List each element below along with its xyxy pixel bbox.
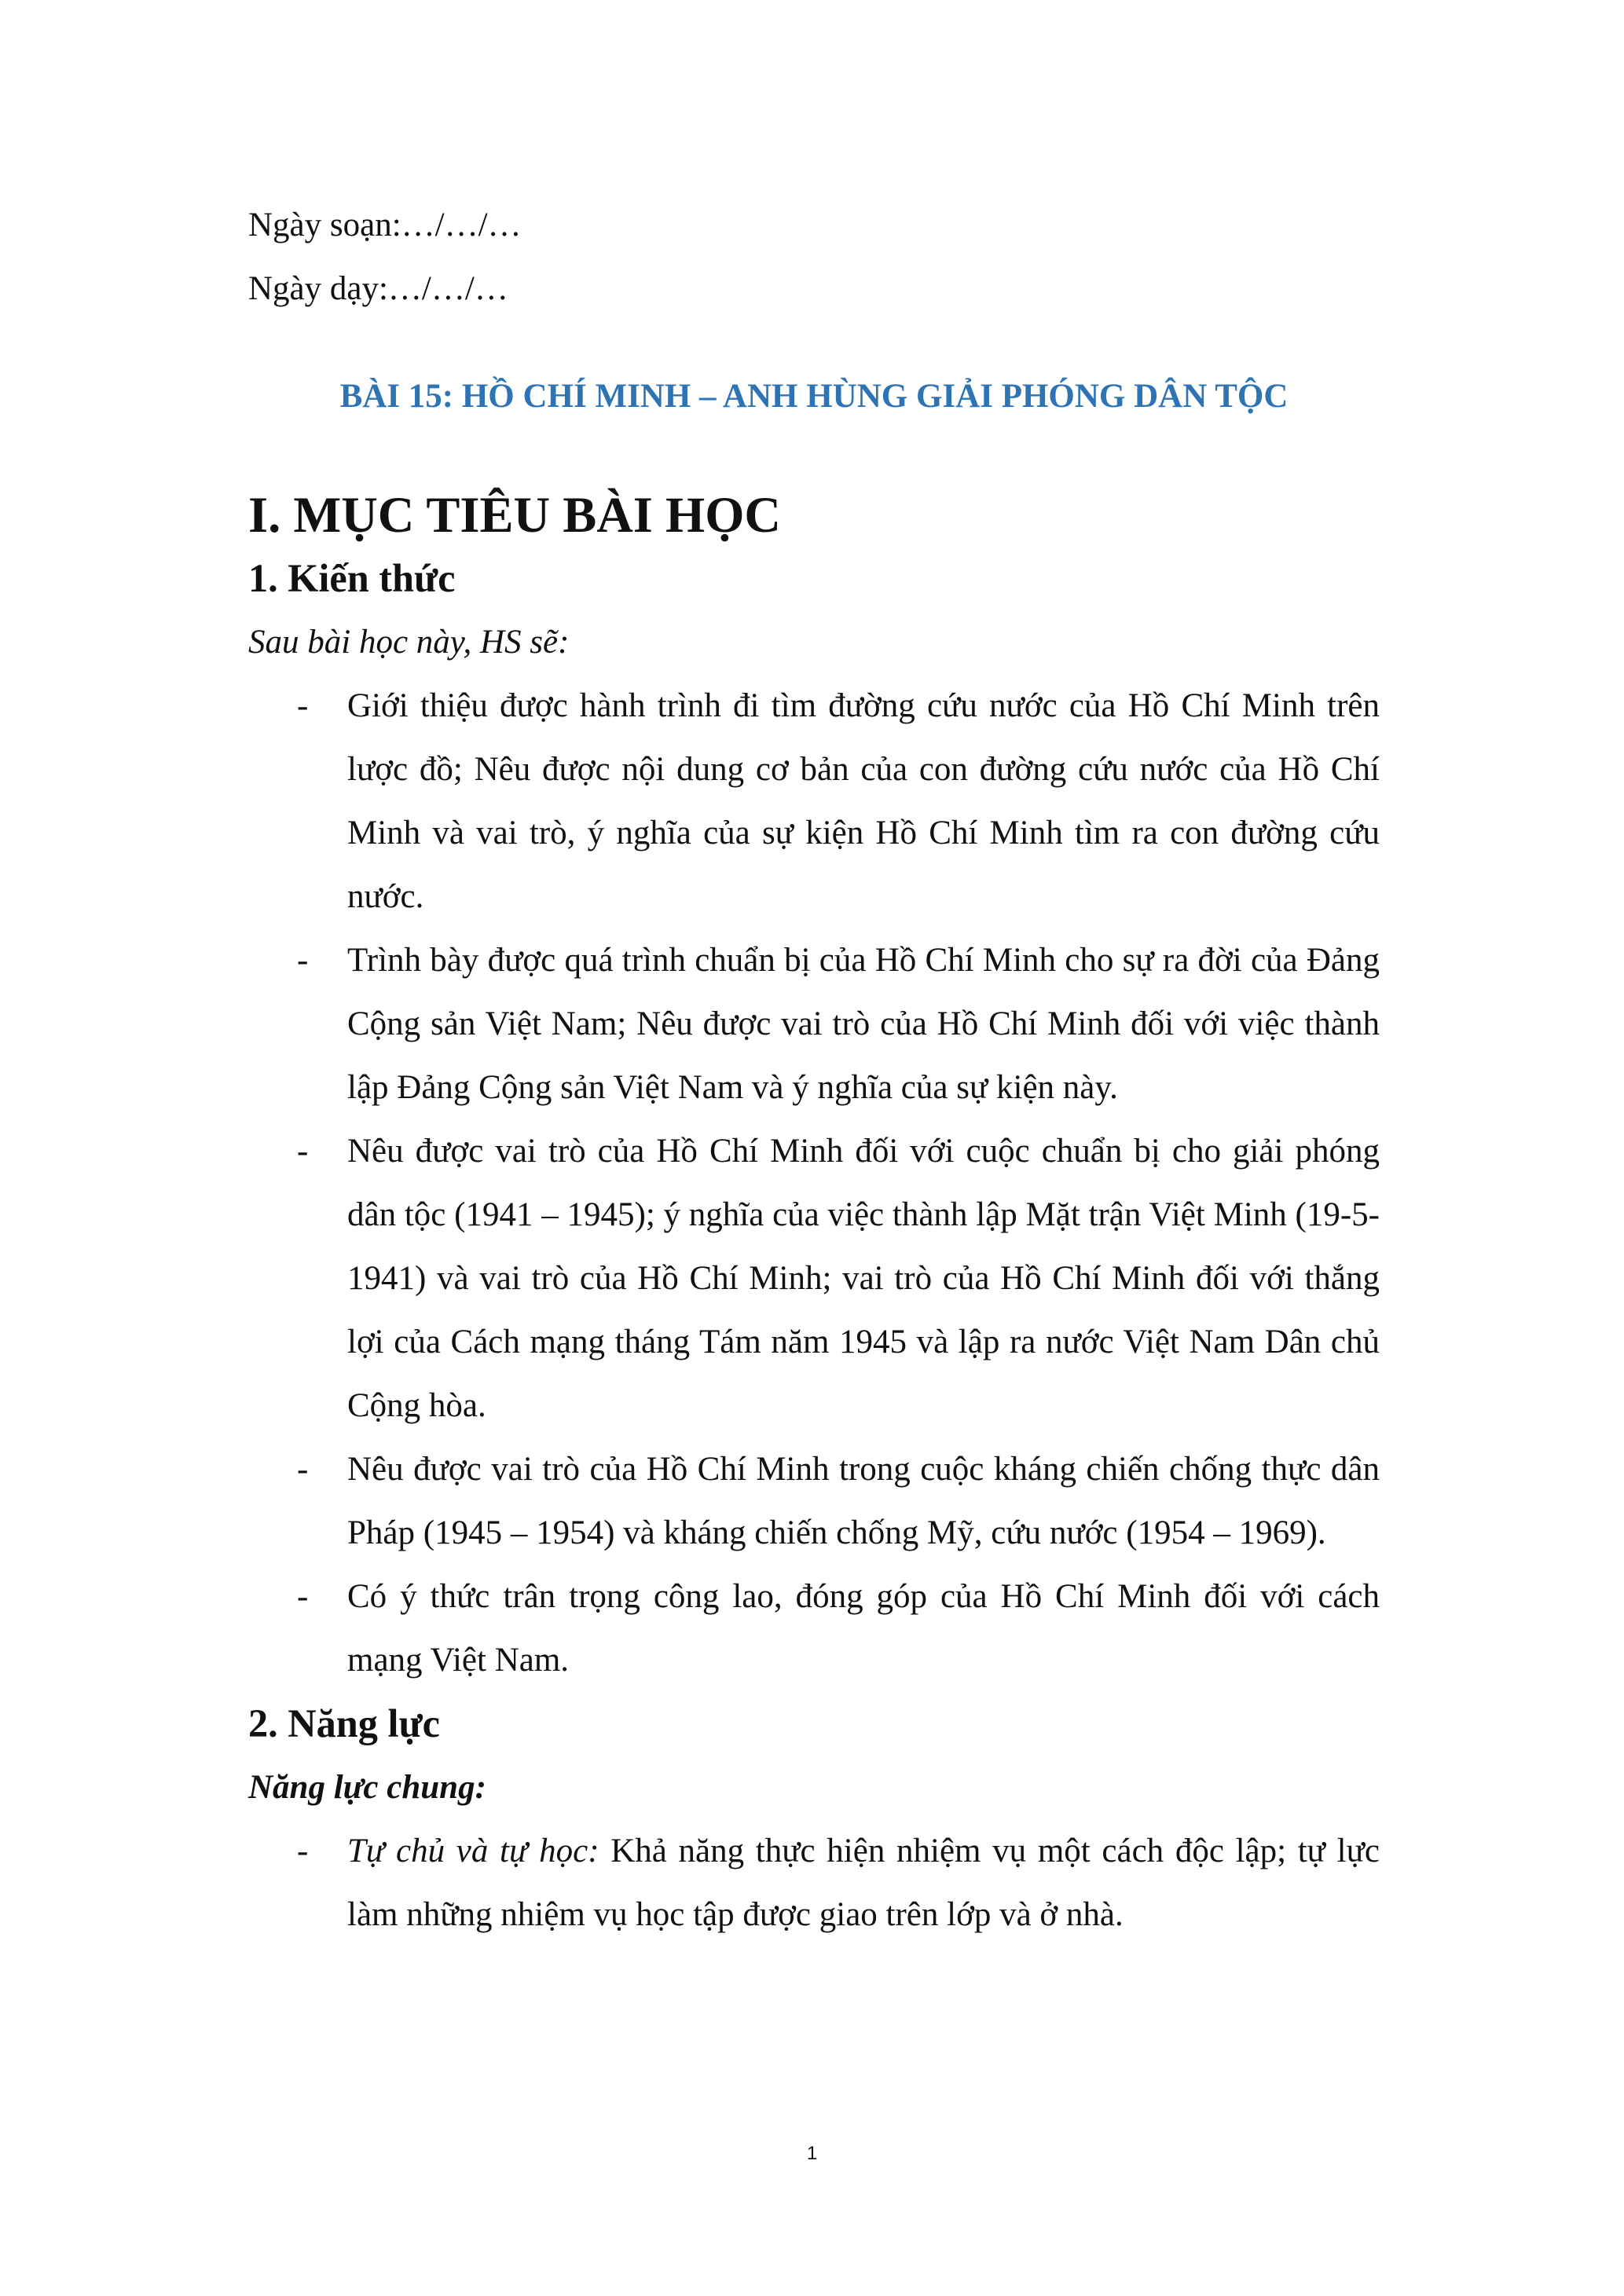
bullet-dash: - [297,1578,309,1615]
lesson-title: BÀI 15: HỒ CHÍ MINH – ANH HÙNG GIẢI PHÓNG DÂN TỘC [339,378,1289,415]
knowledge-list [248,674,1380,1692]
bullet-dash: - [297,687,309,724]
list-item-text: Trình bày được quá trình chuẩn bị của Hồ Chí Minh cho sự ra đời của Đảng Cộng sản Việt Nam; Nêu được vai trò của Hồ Chí Minh đối với việc thành lập Đảng Cộng sản Việt Nam và ý nghĩa của sự kiện này. [347,942,1380,1106]
section-heading-objectives: I. MỤC TIÊU BÀI HỌC [248,487,781,543]
list-item [248,1437,1380,1565]
bullet-dash: - [297,1133,309,1170]
bullet-dash: - [297,942,309,979]
subheading-competence: 2. Năng lực [248,1701,440,1745]
page-number: 1 [806,2143,818,2164]
general-competence-heading: Năng lực chung: [248,1769,486,1806]
document-body [248,193,1380,1946]
list-item [248,928,1380,1119]
list-item-text: Giới thiệu được hành trình đi tìm đường cứu nước của Hồ Chí Minh trên lược đồ; Nêu được nội dung cơ bản của con đường cứu nước của Hồ Chí Minh và vai trò, ý nghĩa của sự kiện Hồ Chí Minh tìm ra con đường cứu nước. [347,687,1380,915]
list-item [248,674,1380,928]
list-item-text: Nêu được vai trò của Hồ Chí Minh trong cuộc kháng chiến chống thực dân Pháp (1945 – 1954) và kháng chiến chống Mỹ, cứu nước (1954 – 1969). [347,1451,1380,1551]
list-item [248,1819,1380,1946]
list-item [248,1119,1380,1437]
date-prepared: Ngày soạn:…/…/… [248,207,522,244]
competence-text: Khả năng thực hiện nhiệm vụ một cách độc lập; tự lực làm những nhiệm vụ học tập được giao trên lớp và ở nhà. [347,1833,1380,1933]
list-item [248,1565,1380,1692]
date-taught: Ngày dạy:…/…/… [248,270,508,307]
competence-list [248,1819,1380,1946]
bullet-dash: - [297,1833,309,1869]
subheading-knowledge: 1. Kiến thức [248,556,456,600]
competence-label: Tự chủ và tự học: [347,1833,599,1869]
knowledge-intro: Sau bài học này, HS sẽ: [248,624,570,661]
list-item-text: Nêu được vai trò của Hồ Chí Minh đối với cuộc chuẩn bị cho giải phóng dân tộc (1941 – 1945); ý nghĩa của việc thành lập Mặt trận Việt Minh (19-5-1941) và vai trò của Hồ Chí Minh; vai trò của Hồ Chí Minh đối với thắng lợi của Cách mạng tháng Tám năm 1945 và lập ra nước Việt Nam Dân chủ Cộng hòa. [347,1133,1380,1424]
bullet-dash: - [297,1451,309,1488]
list-item-text: Có ý thức trân trọng công lao, đóng góp của Hồ Chí Minh đối với cách mạng Việt Nam. [347,1578,1380,1679]
